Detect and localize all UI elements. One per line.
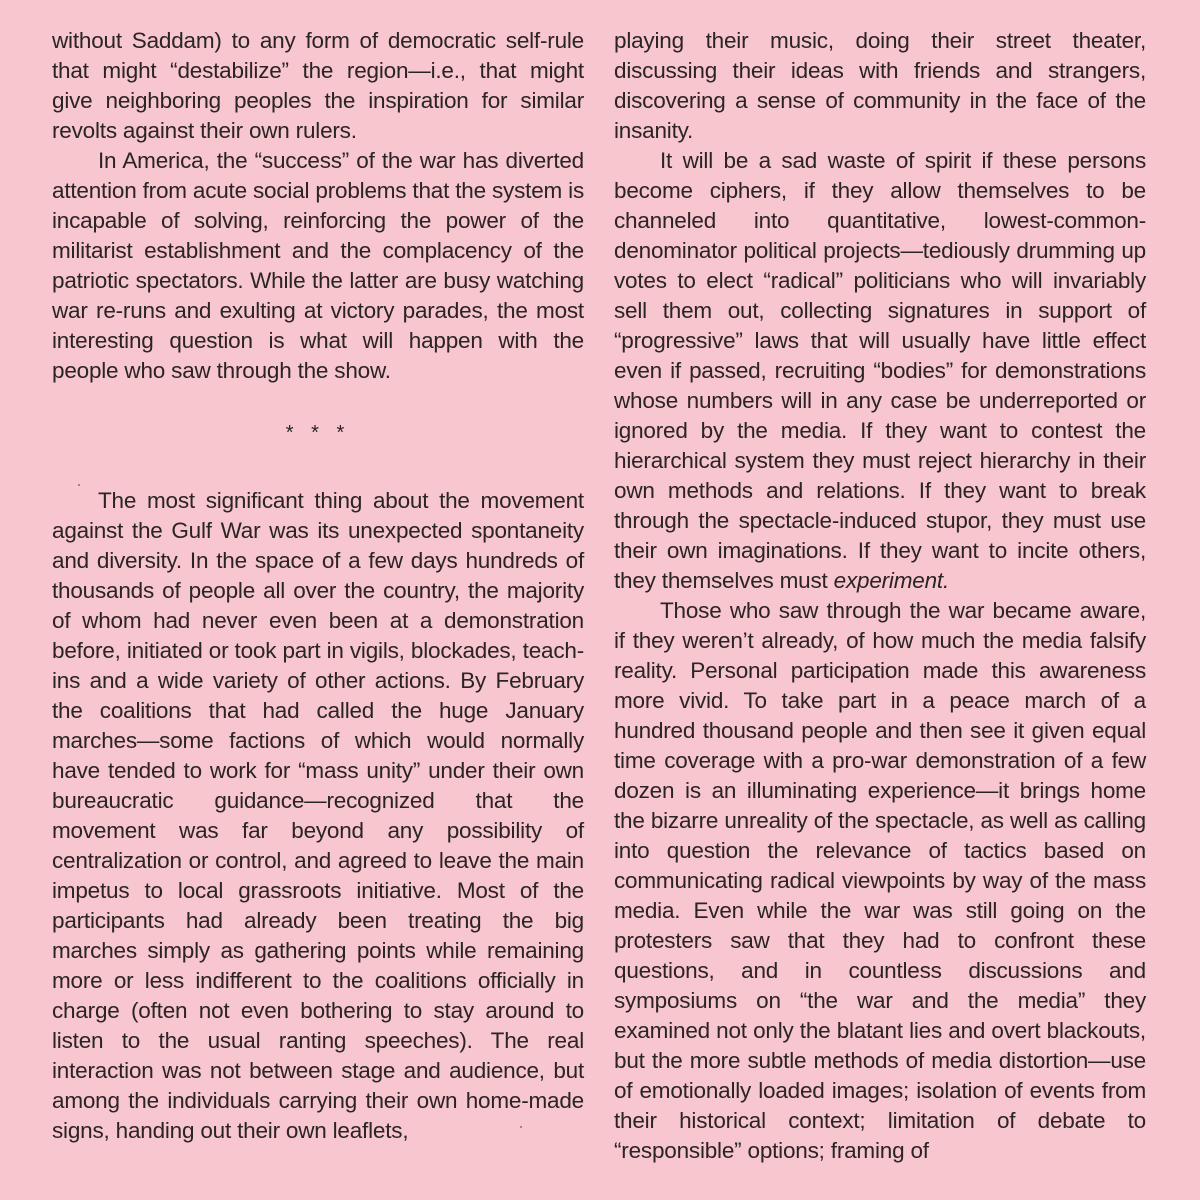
paragraph-movement: The most significant thing about the movement against the Gulf War was its unexpected spontaneity and diversity. In the space of a few days hundreds of thousands of people all over the country, the majority of whom had never even been at a demonstration before, initiated or took part in vigils, blockades, teach-ins and a wide variety of other actions. By February the coalitions that had called the huge January marches—some factions of which would normally have tended to work for “mass unity” under their own bureaucratic guidance—recognized that the movement was far beyond any possibility of centralization or control, and agreed to leave the main impetus to local grassroots initiative. Most of the participants had already been treating the big marches simply as gathering points while remaining more or less indifferent to the coalitions officially in charge (often not even bothering to stay around to listen to the usual ranting speeches). The real interaction was not between stage and audience, but among the individuals carrying their own home-made signs, handing out their own leaflets, bbox=[52, 488, 584, 1143]
paragraph-america: In America, the “success” of the war has diverted attention from acute social problems that the system is incapable of solving, reinforcing the power of the militarist establishment and the complacency of the patriotic spectators. While the latter are busy watching war re-runs and exulting at victory parades, the most interesting question is what will happen with the people who saw through the show. bbox=[52, 148, 584, 383]
right-column bbox=[614, 26, 1146, 1166]
emphasis-experiment: experiment. bbox=[833, 568, 949, 593]
section-separator: * * * bbox=[285, 422, 351, 444]
paragraph-continuation: without Saddam) to any form of democratic self-rule that might “destabilize” the region—i.e., that might give neighboring peoples the inspiration for similar revolts against their own rulers. bbox=[52, 28, 584, 143]
paragraph-waste-text: It will be a sad waste of spirit if these persons become ciphers, if they allow themselves to be channeled into quantitative, lowest-common-denominator political projects—tediously drumming up votes to elect “radical” politicians who will invariably sell them out, collecting signatures in support of “progressive” laws that will usually have little effect even if passed, recruiting “bodies” for demonstrations whose numbers will in any case be underreported or ignored by the media. If they want to contest the hierarchical system they must reject hierarchy in their own methods and relations. If they want to break through the spectacle-induced stupor, they must use their own imaginations. If they want to incite others, they themselves must bbox=[614, 148, 1146, 593]
paragraph-continuation-right: playing their music, doing their street theater, discussing their ideas with friends and strangers, discovering a sense of community in the face of the insanity. bbox=[614, 28, 1146, 143]
paper-speck bbox=[78, 484, 80, 486]
paragraph-waste-of-spirit bbox=[614, 146, 1146, 596]
paper-speck bbox=[520, 1126, 522, 1128]
paragraph-media: Those who saw through the war became aware, if they weren’t already, of how much the media falsify reality. Personal participation made this awareness more vivid. To take part in a peace march of a hundred thousand people and then see it given equal time coverage with a pro-war demonstration of a few dozen is an illuminating experience—it brings home the bizarre unreality of the spectacle, as well as calling into question the relevance of tactics based on communicating radical viewpoints by way of the mass media. Even while the war was still going on the protesters saw that they had to confront these questions, and in countless discussions and symposiums on “the war and the media” they examined not only the blatant lies and overt blackouts, but the more subtle methods of media distortion—use of emotionally loaded images; isolation of events from their historical context; limitation of debate to “responsible” options; framing of bbox=[614, 598, 1146, 1163]
left-column bbox=[52, 26, 584, 1146]
